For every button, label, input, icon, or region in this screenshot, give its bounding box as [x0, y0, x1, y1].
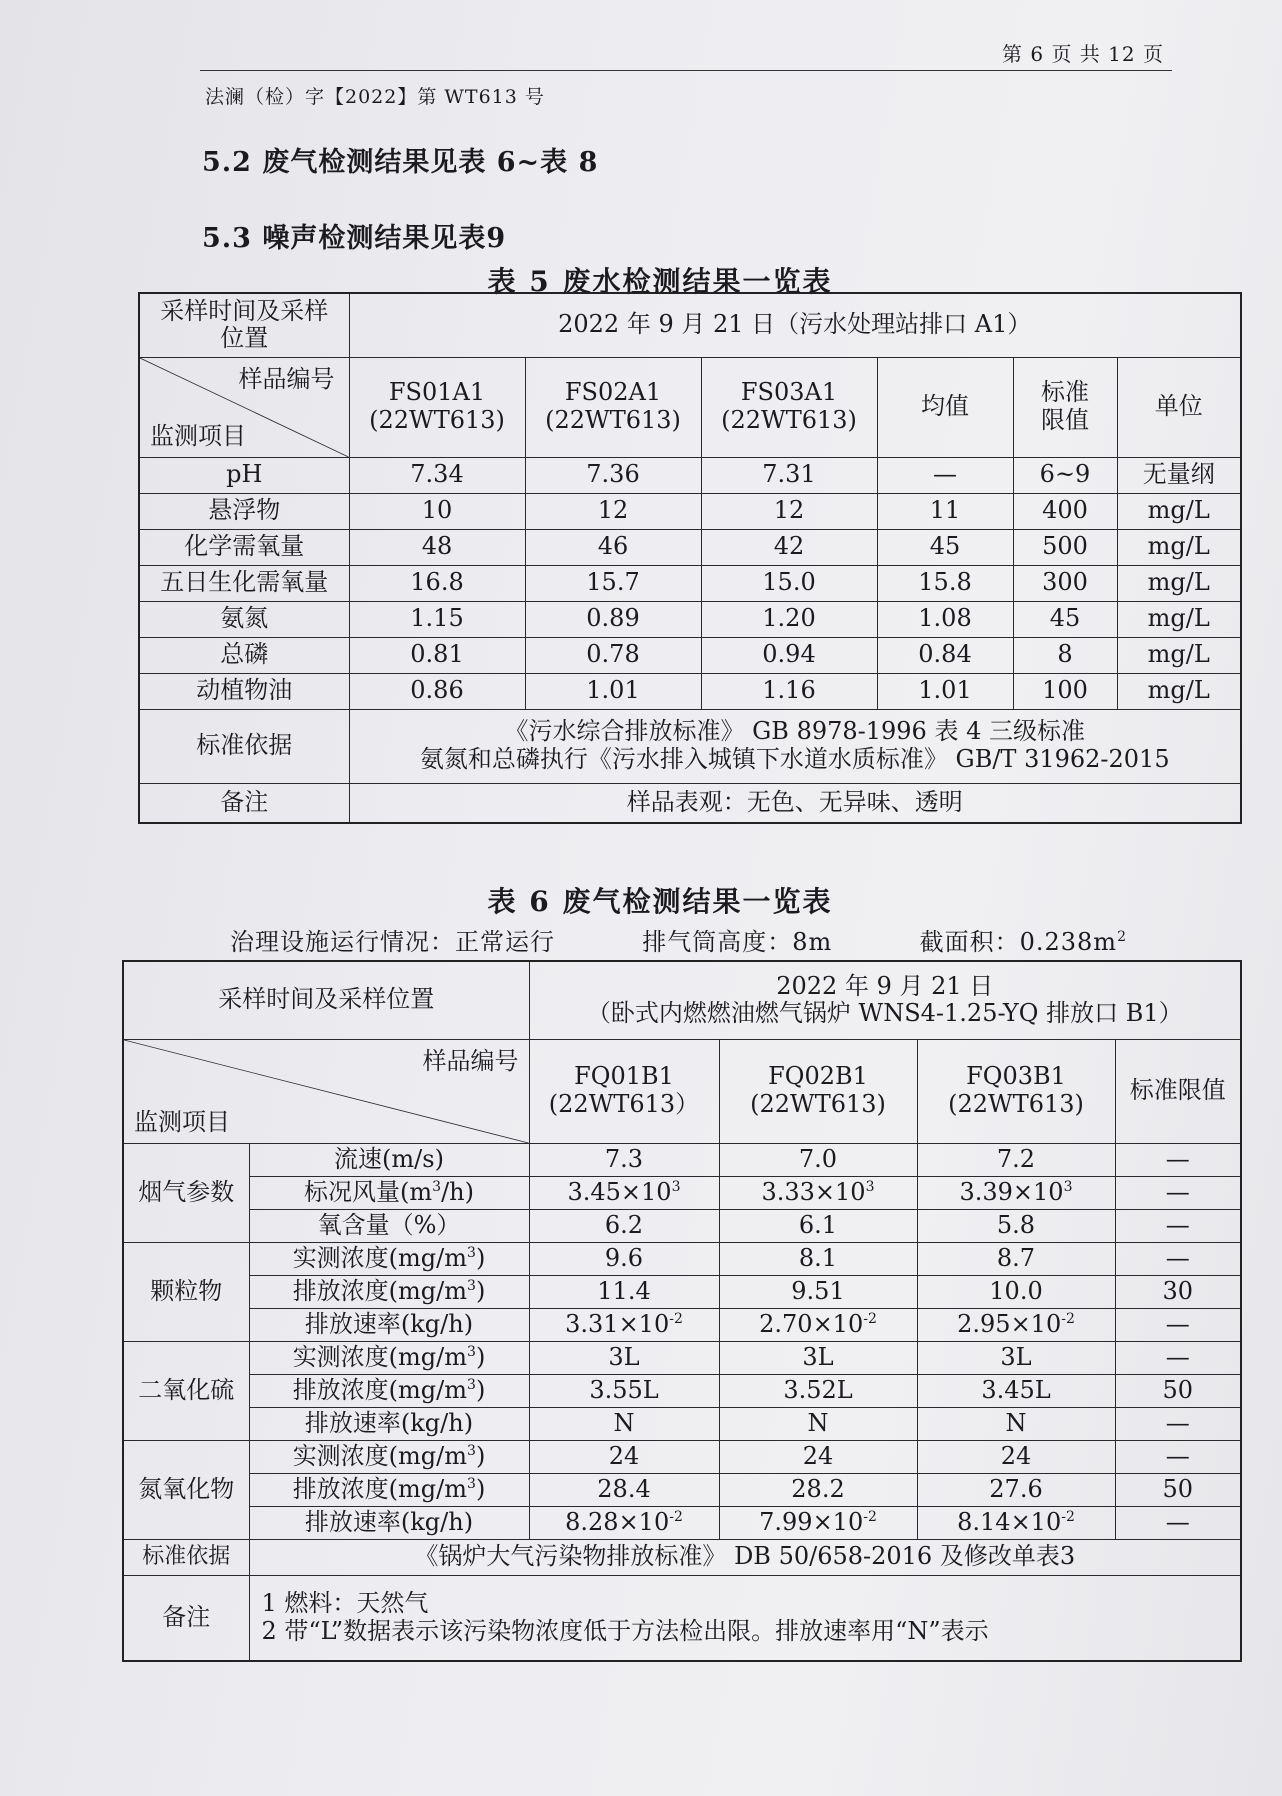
- table5-limit-header: 标准限值: [1013, 357, 1117, 457]
- cell-value: 24: [1000, 1441, 1032, 1470]
- cell-value: 8.1: [798, 1243, 838, 1272]
- table-row: [139, 601, 1241, 637]
- param-text: 实测浓度(mg/m: [292, 1441, 468, 1470]
- table5-cell-v3: 42: [701, 529, 877, 565]
- table6-cell-v3: [917, 1143, 1115, 1176]
- table6-cell-v3: [917, 1308, 1115, 1341]
- param-text: 实测浓度(mg/m: [292, 1243, 468, 1272]
- cell-value: N: [613, 1408, 635, 1437]
- cell-value: 3L: [1000, 1342, 1032, 1371]
- cell-value: —: [1165, 1243, 1190, 1272]
- cell-value: 8.7: [996, 1243, 1036, 1272]
- table6-param: [249, 1473, 529, 1506]
- cell-value: 5.8: [996, 1210, 1036, 1239]
- cell-value: 3.55L: [589, 1375, 659, 1404]
- table6-cell-v2: [719, 1275, 917, 1308]
- table6-limit-header: 标准限值: [1115, 1039, 1241, 1143]
- table-row: [123, 1242, 1241, 1275]
- remark-line-1: 1 燃料：天然气: [261, 1589, 429, 1618]
- table6-cell-limit: [1115, 1341, 1241, 1374]
- cell-value: 8.28×10: [565, 1507, 670, 1536]
- table5-cell-v3: 1.16: [701, 673, 877, 709]
- table6-cell-v2: [719, 1341, 917, 1374]
- table5-sample-3: [701, 357, 877, 457]
- cell-value: 6.2: [604, 1210, 644, 1239]
- table6-exhaust-gas: [122, 960, 1242, 1662]
- table6-cell-v3: [917, 1275, 1115, 1308]
- cell-value: 10.0: [989, 1276, 1043, 1305]
- table6-cell-v2: [719, 1374, 917, 1407]
- cell-exponent: 3: [1063, 1178, 1073, 1195]
- param-exponent: 3: [467, 1343, 476, 1360]
- table5-cell-unit: mg/L: [1117, 565, 1241, 601]
- table5-cell-limit: 100: [1013, 673, 1117, 709]
- cell-exponent: -2: [863, 1508, 877, 1525]
- cell-value: 24: [608, 1441, 640, 1470]
- sample-id: FS01A1: [388, 378, 486, 407]
- table5-cell-unit: mg/L: [1117, 673, 1241, 709]
- param-text: 排放速率(kg/h): [304, 1309, 474, 1338]
- table5-remark: 样品表观：无色、无异味、透明: [349, 783, 1241, 823]
- param-text: 排放浓度(mg/m: [292, 1276, 468, 1305]
- table6-cell-v1: [529, 1407, 719, 1440]
- table-row: [123, 1275, 1241, 1308]
- table6-basis-label: 标准依据: [123, 1539, 249, 1575]
- table6-cell-v2: [719, 1407, 917, 1440]
- table-row: [123, 1176, 1241, 1209]
- table6-body: [123, 1143, 1241, 1539]
- sample-code: (22WT613): [948, 1090, 1084, 1118]
- cell-value: 50: [1162, 1474, 1194, 1503]
- table5-cell-v2: 7.36: [525, 457, 701, 493]
- table5-date-location: 2022 年 9 月 21 日（污水处理站排口 A1）: [349, 293, 1241, 357]
- table5-cell-v3: 7.31: [701, 457, 877, 493]
- table6-param: [249, 1341, 529, 1374]
- table6-date-location: [529, 961, 1241, 1039]
- table6-cell-v1: [529, 1374, 719, 1407]
- table5-basis-label: 标准依据: [139, 709, 349, 783]
- table6-cell-limit: [1115, 1374, 1241, 1407]
- table6-cell-v3: [917, 1242, 1115, 1275]
- table6-cell-v1: [529, 1473, 719, 1506]
- table6-group-name: 烟气参数: [123, 1143, 249, 1242]
- table5-cell-limit: 6~9: [1013, 457, 1117, 493]
- cell-value: 28.4: [597, 1474, 651, 1503]
- table6-cell-v1: [529, 1308, 719, 1341]
- param-exponent: 3: [467, 1277, 476, 1294]
- table5-cell-avg: 0.84: [877, 637, 1013, 673]
- cell-exponent: -2: [863, 1310, 877, 1327]
- cell-exponent: 3: [671, 1178, 681, 1195]
- table5-sample-2: [525, 357, 701, 457]
- table-row: [123, 1374, 1241, 1407]
- area-value: 截面积：0.238m: [919, 928, 1118, 956]
- operation-status: 治理设施运行情况：正常运行: [230, 928, 555, 956]
- cell-value: 8.14×10: [957, 1507, 1062, 1536]
- table5-cell-v2: 12: [525, 493, 701, 529]
- table5-item-label: 监测项目: [150, 421, 246, 450]
- table5-cell-item: 动植物油: [139, 673, 349, 709]
- cell-value: 50: [1162, 1375, 1194, 1404]
- table-row: [139, 457, 1241, 493]
- table5-sample-1: [349, 357, 525, 457]
- cell-value: 7.0: [798, 1144, 838, 1173]
- cell-value: —: [1165, 1408, 1190, 1437]
- table5-cell-v1: 0.81: [349, 637, 525, 673]
- table6-cell-v1: [529, 1242, 719, 1275]
- cell-value: 7.99×10: [759, 1507, 864, 1536]
- cell-value: 3L: [608, 1342, 640, 1371]
- cell-value: 6.1: [798, 1210, 838, 1239]
- table-row: [123, 1440, 1241, 1473]
- table6-corner-top: 采样时间及采样位置: [123, 961, 529, 1039]
- cell-exponent: 3: [865, 1178, 875, 1195]
- table6-cell-limit: [1115, 1176, 1241, 1209]
- table5-cell-avg: 1.01: [877, 673, 1013, 709]
- table5-remark-label: 备注: [139, 783, 349, 823]
- table5-cell-v3: 0.94: [701, 637, 877, 673]
- sample-code: (22WT613): [750, 1090, 886, 1118]
- table5-cell-v3: 15.0: [701, 565, 877, 601]
- table5-cell-avg: 1.08: [877, 601, 1013, 637]
- table6-cell-v1: [529, 1506, 719, 1539]
- table-row: [139, 673, 1241, 709]
- table6-cell-v2: [719, 1308, 917, 1341]
- table5-cell-v1: 0.86: [349, 673, 525, 709]
- cell-value: 3.31×10: [565, 1309, 670, 1338]
- cell-value: —: [1165, 1210, 1190, 1239]
- param-text: 流速(m/s): [334, 1144, 444, 1173]
- table6-cell-limit: [1115, 1143, 1241, 1176]
- table6-cell-v3: [917, 1374, 1115, 1407]
- cell-value: N: [807, 1408, 829, 1437]
- sample-code: (22WT613): [369, 406, 505, 434]
- sample-id: FQ03B1: [966, 1062, 1066, 1091]
- table6-cell-limit: [1115, 1473, 1241, 1506]
- table6-cell-v1: [529, 1341, 719, 1374]
- table6-remark: [249, 1575, 1241, 1661]
- stack-height: 排气筒高度：8m: [642, 928, 833, 956]
- table-row: [123, 1308, 1241, 1341]
- table-row: [123, 1143, 1241, 1176]
- cell-value: 3.45×10: [567, 1177, 672, 1206]
- table6-cell-limit: [1115, 1506, 1241, 1539]
- table5-cell-limit: 45: [1013, 601, 1117, 637]
- table6-group-name: 颗粒物: [123, 1242, 249, 1341]
- header-rule: [200, 70, 1172, 71]
- table5-cell-v2: 0.78: [525, 637, 701, 673]
- table6-cell-v2: [719, 1473, 917, 1506]
- param-text: 排放浓度(mg/m: [292, 1474, 468, 1503]
- table5-cell-v3: 1.20: [701, 601, 877, 637]
- cell-value: N: [1005, 1408, 1027, 1437]
- table5-cell-v1: 7.34: [349, 457, 525, 493]
- table6-cell-limit: [1115, 1275, 1241, 1308]
- param-exponent: 3: [467, 1244, 476, 1261]
- table6-param: [249, 1308, 529, 1341]
- cell-value: 24: [802, 1441, 834, 1470]
- table5-diagonal-header: [139, 357, 349, 457]
- section-5-2-heading: 5.2 废气检测结果见表 6~表 8: [202, 147, 599, 178]
- cell-value: 3.33×10: [761, 1177, 866, 1206]
- area-exponent: 2: [1117, 929, 1127, 945]
- param-exponent: 3: [467, 1475, 476, 1492]
- param-tail: ): [475, 1243, 486, 1272]
- table5-caption: 表 5 废水检测结果一览表: [487, 265, 833, 298]
- cell-exponent: -2: [1061, 1508, 1075, 1525]
- table5-cell-item: 氨氮: [139, 601, 349, 637]
- cell-value: —: [1165, 1309, 1190, 1338]
- param-exponent: 3: [467, 1376, 476, 1393]
- sample-code: (22WT613）: [548, 1090, 700, 1118]
- table-row: [139, 637, 1241, 673]
- table6-param: [249, 1275, 529, 1308]
- table5-cell-v2: 46: [525, 529, 701, 565]
- table6-cell-v2: [719, 1209, 917, 1242]
- table5-cell-unit: 无量纲: [1117, 457, 1241, 493]
- cell-exponent: -2: [669, 1508, 683, 1525]
- table6-cell-v1: [529, 1176, 719, 1209]
- table6-cell-v1: [529, 1440, 719, 1473]
- table6-sample-1: [529, 1039, 719, 1143]
- page-number: 第 6 页 共 12 页: [1002, 42, 1164, 66]
- table6-cell-v1: [529, 1143, 719, 1176]
- cell-value: 11.4: [597, 1276, 651, 1305]
- cell-value: 30: [1162, 1276, 1194, 1305]
- table6-item-label: 监测项目: [134, 1107, 230, 1136]
- sample-id: FS02A1: [564, 378, 662, 407]
- table6-cell-limit: [1115, 1308, 1241, 1341]
- cell-value: 9.6: [604, 1243, 644, 1272]
- table5-unit-header: 单位: [1117, 357, 1241, 457]
- table6-param: [249, 1242, 529, 1275]
- table6-param: [249, 1209, 529, 1242]
- cell-value: 3.39×10: [959, 1177, 1064, 1206]
- table5-avg-header: 均值: [877, 357, 1013, 457]
- table5-cell-v1: 16.8: [349, 565, 525, 601]
- table6-cell-v2: [719, 1242, 917, 1275]
- table5-cell-v1: 1.15: [349, 601, 525, 637]
- param-tail: ): [475, 1342, 486, 1371]
- table5-cell-v1: 48: [349, 529, 525, 565]
- table6-cell-v2: [719, 1440, 917, 1473]
- table5-cell-unit: mg/L: [1117, 601, 1241, 637]
- table5-cell-avg: 15.8: [877, 565, 1013, 601]
- table5-cell-v2: 15.7: [525, 565, 701, 601]
- table6-group-name: 二氧化硫: [123, 1341, 249, 1440]
- table5-cell-avg: —: [877, 457, 1013, 493]
- cell-value: 3.45L: [981, 1375, 1051, 1404]
- table6-cell-v3: [917, 1473, 1115, 1506]
- basis-line-1: 《污水综合排放标准》 GB 8978-1996 表 4 三级标准: [504, 717, 1085, 746]
- sample-code: (22WT613): [545, 406, 681, 434]
- param-exponent: 3: [432, 1178, 442, 1195]
- section-5-3-heading: 5.3 噪声检测结果见表9: [202, 223, 507, 254]
- table5-body: [139, 457, 1241, 709]
- table6-remark-label: 备注: [123, 1575, 249, 1661]
- table-row: [123, 1506, 1241, 1539]
- cell-value: —: [1165, 1144, 1190, 1173]
- table5-cell-v2: 1.01: [525, 673, 701, 709]
- table5-cell-limit: 400: [1013, 493, 1117, 529]
- table6-cell-v2: [719, 1506, 917, 1539]
- cell-exponent: -2: [669, 1310, 683, 1327]
- table6-cell-v3: [917, 1176, 1115, 1209]
- table5-cell-limit: 500: [1013, 529, 1117, 565]
- table-row: [123, 1473, 1241, 1506]
- table6-cell-v1: [529, 1209, 719, 1242]
- param-tail: ): [475, 1441, 486, 1470]
- sample-id: FQ01B1: [574, 1062, 674, 1091]
- cross-section-area: [920, 928, 1127, 956]
- cell-value: —: [1165, 1177, 1190, 1206]
- table6-cell-v2: [719, 1176, 917, 1209]
- table6-param: [249, 1440, 529, 1473]
- param-tail: ): [475, 1474, 486, 1503]
- table5-cell-v1: 10: [349, 493, 525, 529]
- table6-cell-limit: [1115, 1242, 1241, 1275]
- param-text: 实测浓度(mg/m: [292, 1342, 468, 1371]
- document-number: 法澜（检）字【2022】第 WT613 号: [205, 86, 545, 108]
- param-tail: /h): [441, 1177, 474, 1206]
- table6-param: [249, 1407, 529, 1440]
- cell-value: 3.52L: [783, 1375, 853, 1404]
- table5-corner-top: 采样时间及采样位置: [139, 293, 349, 357]
- table5-cell-v2: 0.89: [525, 601, 701, 637]
- param-text: 标况风量(m: [304, 1177, 433, 1206]
- param-text: 排放速率(kg/h): [304, 1507, 474, 1536]
- cell-value: 7.3: [604, 1144, 644, 1173]
- table6-param: [249, 1176, 529, 1209]
- table6-param: [249, 1374, 529, 1407]
- table6-cell-v3: [917, 1440, 1115, 1473]
- table6-caption: 表 6 废气检测结果一览表: [487, 885, 833, 918]
- table5-cell-item: pH: [139, 457, 349, 493]
- table-row: [139, 565, 1241, 601]
- table5-cell-unit: mg/L: [1117, 529, 1241, 565]
- table-row: [123, 1407, 1241, 1440]
- table6-cell-limit: [1115, 1209, 1241, 1242]
- table5-cell-item: 总磷: [139, 637, 349, 673]
- table6-date: 2022 年 9 月 21 日: [776, 971, 994, 1000]
- table6-cell-v3: [917, 1341, 1115, 1374]
- table6-location: （卧式内燃燃油燃气锅炉 WNS4-1.25-YQ 排放口 B1）: [586, 999, 1183, 1028]
- table5-cell-limit: 8: [1013, 637, 1117, 673]
- table5-cell-unit: mg/L: [1117, 637, 1241, 673]
- table6-cell-v3: [917, 1506, 1115, 1539]
- table5-sample-label: 样品编号: [238, 364, 335, 393]
- table5-wastewater: [138, 292, 1242, 824]
- table6-param: [249, 1143, 529, 1176]
- table5-cell-item: 悬浮物: [139, 493, 349, 529]
- cell-value: 27.6: [989, 1474, 1043, 1503]
- table5-cell-unit: mg/L: [1117, 493, 1241, 529]
- table6-cell-limit: [1115, 1407, 1241, 1440]
- table5-cell-item: 五日生化需氧量: [139, 565, 349, 601]
- table6-cell-v3: [917, 1209, 1115, 1242]
- sample-code: (22WT613): [721, 406, 857, 434]
- table6-group-name: 氮氧化物: [123, 1440, 249, 1539]
- table6-basis: 《锅炉大气污染物排放标准》 DB 50/658-2016 及修改单表3: [249, 1539, 1241, 1575]
- sample-id: FQ02B1: [768, 1062, 868, 1091]
- table6-diagonal-header: [123, 1039, 529, 1143]
- param-tail: ): [475, 1276, 486, 1305]
- table5-cell-v3: 12: [701, 493, 877, 529]
- table-row: [123, 1209, 1241, 1242]
- table5-cell-item: 化学需氧量: [139, 529, 349, 565]
- cell-value: 9.51: [791, 1276, 845, 1305]
- param-text: 氧含量（%）: [317, 1210, 461, 1239]
- table5-cell-limit: 300: [1013, 565, 1117, 601]
- table6-cell-v1: [529, 1275, 719, 1308]
- sample-id: FS03A1: [740, 378, 838, 407]
- param-text: 排放速率(kg/h): [304, 1408, 474, 1437]
- table-row: [139, 529, 1241, 565]
- table5-cell-avg: 11: [877, 493, 1013, 529]
- cell-exponent: -2: [1061, 1310, 1075, 1327]
- cell-value: —: [1165, 1441, 1190, 1470]
- remark-line-2: 2 带“L”数据表示该污染物浓度低于方法检出限。排放速率用“N”表示: [261, 1616, 989, 1645]
- table-row: [139, 493, 1241, 529]
- table6-param: [249, 1506, 529, 1539]
- table-row: [123, 1341, 1241, 1374]
- table6-sample-3: [917, 1039, 1115, 1143]
- cell-value: 28.2: [791, 1474, 845, 1503]
- basis-line-2: 氨氮和总磷执行《污水排入城镇下水道水质标准》 GB/T 31962-2015: [419, 745, 1170, 773]
- cell-value: 7.2: [996, 1144, 1036, 1173]
- cell-value: 2.95×10: [957, 1309, 1062, 1338]
- cell-value: 3L: [802, 1342, 834, 1371]
- table6-info-line: [230, 922, 1127, 957]
- table6-cell-v3: [917, 1407, 1115, 1440]
- table5-cell-avg: 45: [877, 529, 1013, 565]
- table6-sample-2: [719, 1039, 917, 1143]
- table6-cell-v2: [719, 1143, 917, 1176]
- table6-cell-limit: [1115, 1440, 1241, 1473]
- cell-value: —: [1165, 1507, 1190, 1536]
- table5-basis: [349, 709, 1241, 783]
- cell-value: 2.70×10: [759, 1309, 864, 1338]
- cell-value: —: [1165, 1342, 1190, 1371]
- table6-sample-label: 样品编号: [422, 1046, 519, 1075]
- param-text: 排放浓度(mg/m: [292, 1375, 468, 1404]
- param-tail: ): [475, 1375, 486, 1404]
- param-exponent: 3: [467, 1442, 476, 1459]
